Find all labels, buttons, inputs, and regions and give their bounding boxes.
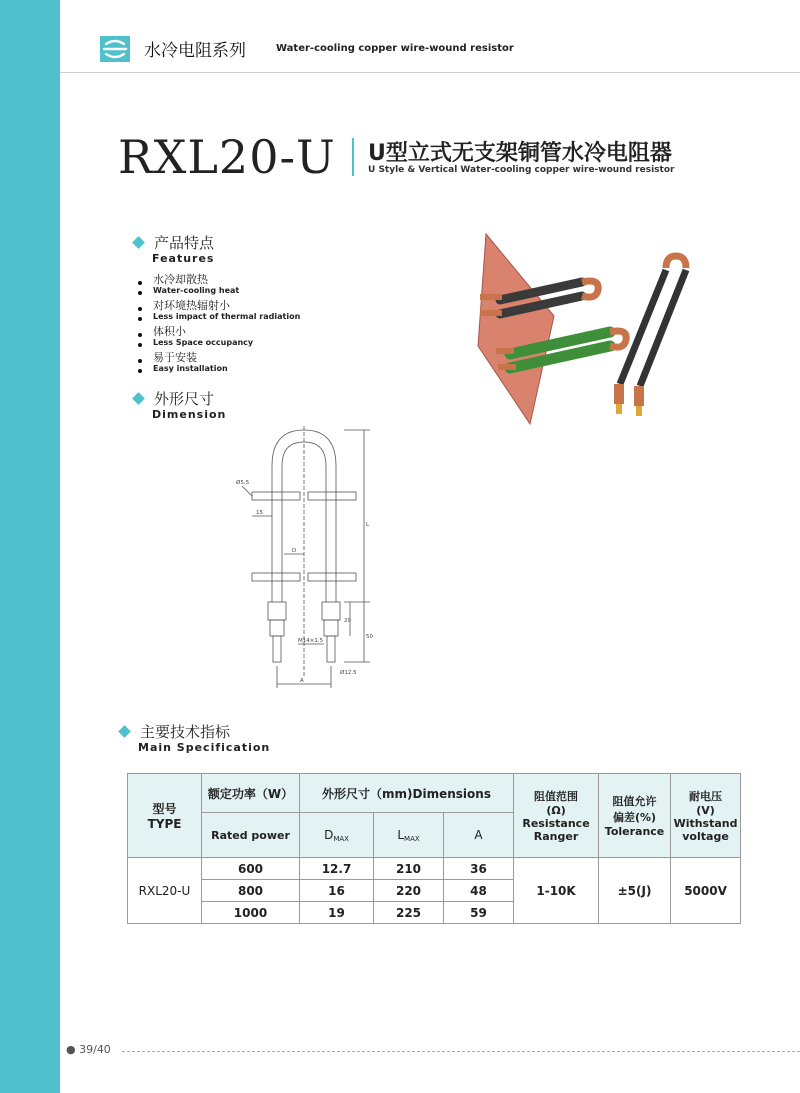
dims-header: 外形尺寸（mm)Dimensions — [300, 774, 514, 813]
d-cell: 12.7 — [300, 858, 374, 880]
type-header — [128, 774, 202, 858]
l-cell: 210 — [374, 858, 444, 880]
resistance-cell: 1-10K — [514, 858, 599, 924]
page-number-text: 39/40 — [79, 1043, 111, 1056]
d-sub: MAX — [333, 834, 349, 843]
list-item — [138, 352, 300, 378]
volt-cn: 耐电压 — [689, 790, 723, 803]
list-item — [138, 326, 300, 352]
a-header: A — [444, 813, 514, 858]
feature-cn: 对环境热辐射小 — [153, 299, 230, 312]
features-heading-cn: 产品特点 — [154, 234, 215, 252]
a-cell: 48 — [444, 880, 514, 902]
dimension-drawing — [232, 426, 372, 692]
power-header-en: Rated power — [202, 813, 300, 858]
res-en: Resistance Ranger — [522, 817, 590, 843]
tube-d-label: D — [292, 548, 297, 554]
table-row — [128, 858, 741, 880]
diamond-bullet-icon — [118, 725, 131, 738]
feature-en: Water-cooling heat — [153, 286, 240, 295]
l-sub: MAX — [404, 834, 420, 843]
series-title-cn: 水冷电阻系列 — [144, 41, 246, 61]
features-list — [138, 274, 300, 378]
hole-label: Ø5.5 — [236, 480, 250, 486]
dimension-heading-cn: 外形尺寸 — [154, 390, 215, 408]
product-title-en: U Style & Vertical Water-cooling copper wire-wound resistor — [368, 165, 675, 175]
feature-cn: 易于安装 — [153, 351, 197, 364]
diamond-bullet-icon — [132, 392, 145, 405]
l-label: L — [366, 522, 370, 528]
page-header — [60, 0, 800, 73]
spec-heading-en: Main Specification — [138, 741, 271, 754]
d-cell: 19 — [300, 902, 374, 924]
tol-cn1: 阻值允许 — [612, 795, 657, 808]
brand-logo-icon — [100, 36, 130, 62]
feature-en: Less impact of thermal radiation — [153, 312, 301, 321]
power-header-cn: 额定功率（W） — [202, 774, 300, 813]
voltage-cell: 5000V — [671, 858, 741, 924]
feature-en: Easy installation — [153, 364, 228, 373]
volt-unit: (V) — [696, 804, 715, 817]
spacing-label: 15 — [256, 510, 263, 516]
tolerance-cell: ±5(J) — [599, 858, 671, 924]
list-item — [138, 300, 300, 326]
thread-label: M14×1.5 — [298, 638, 324, 644]
voltage-header — [671, 774, 741, 858]
tol-en: Tolerance — [604, 825, 665, 838]
product-model: RXL20-U — [118, 130, 336, 184]
type-en: TYPE — [147, 817, 182, 831]
d-cell: 16 — [300, 880, 374, 902]
power-cell: 600 — [202, 858, 300, 880]
spec-heading-cn: 主要技术指标 — [140, 723, 231, 741]
list-item — [138, 274, 300, 300]
d-main: D — [324, 827, 334, 842]
feature-cn: 体积小 — [153, 325, 186, 338]
footer-divider — [122, 1051, 800, 1052]
lmax-header — [374, 813, 444, 858]
volt-en: Withstand voltage — [673, 817, 738, 843]
dimension-heading-en: Dimension — [152, 408, 227, 421]
type-cn: 型号 — [152, 802, 177, 816]
a-cell: 59 — [444, 902, 514, 924]
dia-label: Ø12.5 — [340, 670, 357, 676]
spec-table — [127, 773, 741, 924]
l-cell: 220 — [374, 880, 444, 902]
a-label: A — [300, 678, 304, 684]
title-divider — [352, 138, 354, 176]
model-cell: RXL20-U — [128, 858, 202, 924]
l-cell: 225 — [374, 902, 444, 924]
side-accent-bar — [0, 0, 60, 1093]
features-heading-en: Features — [152, 252, 215, 265]
power-cell: 800 — [202, 880, 300, 902]
tol-cn2: 偏差(%) — [612, 811, 657, 824]
resistance-header — [514, 774, 599, 858]
power-cell: 1000 — [202, 902, 300, 924]
table-header-row — [128, 774, 741, 813]
feature-en: Less Space occupancy — [153, 338, 254, 347]
product-title-cn: U型立式无支架铜管水冷电阻器 — [368, 141, 672, 166]
mounting-plate — [478, 234, 554, 424]
feature-cn: 水冷却散热 — [153, 273, 208, 286]
res-cn: 阻值范围 — [534, 790, 579, 803]
dmax-header — [300, 813, 374, 858]
series-title-en: Water-cooling copper wire-wound resistor — [276, 43, 514, 54]
diamond-bullet-icon — [132, 236, 145, 249]
n20-label: 20 — [344, 618, 351, 624]
a-cell: 36 — [444, 858, 514, 880]
n50-label: 50 — [366, 634, 373, 640]
page-number: ● 39/40 — [66, 1043, 111, 1056]
l-main: L — [397, 827, 405, 842]
tolerance-header — [599, 774, 671, 858]
res-unit: (Ω) — [546, 804, 566, 817]
product-photo — [470, 228, 710, 428]
